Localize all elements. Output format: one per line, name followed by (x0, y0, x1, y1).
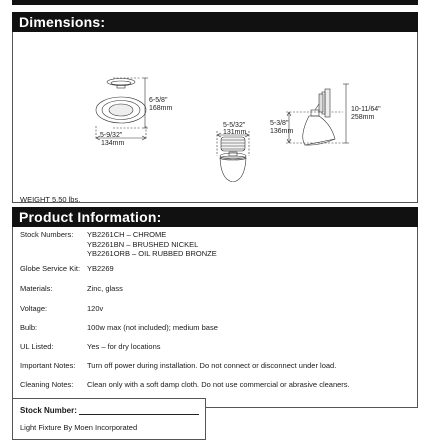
dimensions-section (12, 12, 418, 203)
dimension-drawings (13, 32, 417, 182)
top-height-mm-label: 168mm (149, 105, 173, 112)
row-value: Turn off power during installation. Do not connect or disconnect under load. (87, 361, 337, 370)
row-value: 120v (87, 304, 104, 313)
stock-number-write-line (79, 414, 199, 415)
row-label: UL Listed: (20, 342, 54, 351)
dimensions-heading: Dimensions: (12, 12, 418, 32)
side-depth-mm-label: 136mm (270, 128, 294, 135)
stock-number-oil-rubbed-bronze: YB2261ORB – OIL RUBBED BRONZE (87, 249, 217, 258)
stock-number-chrome: YB2261CH – CHROME (87, 230, 167, 239)
row-value: 100w max (not included); medium base (87, 323, 218, 332)
side-height-mm-label: 258mm (351, 114, 375, 121)
row-value: Clean only with a soft damp cloth. Do not use commercial or abrasive cleaners. (87, 380, 350, 389)
row-label: Important Notes: (20, 361, 76, 370)
row-value: Yes – for dry locations (87, 342, 161, 351)
front-width-mm-label: 131mm (223, 129, 247, 136)
row-label: Voltage: (20, 304, 48, 313)
top-width-label: 5-9/32" (100, 132, 123, 139)
stock-number-box (12, 398, 206, 440)
manufacturer-text: Light Fixture By Moen Incorporated (20, 423, 138, 432)
product-info-body (12, 227, 418, 408)
stock-number-brushed-nickel: YB2261BN – BRUSHED NICKEL (87, 239, 199, 249)
top-height-label: 6-5/8" (149, 97, 168, 104)
front-width-label: 5-5/32" (223, 122, 246, 129)
product-info-heading: Product Information: (12, 207, 418, 227)
row-value (87, 230, 217, 259)
row-value: YB2269 (87, 264, 114, 273)
side-view-drawing (286, 84, 349, 145)
stock-number-label: Stock Number: (20, 406, 77, 415)
top-width-mm-label: 134mm (101, 140, 125, 147)
side-height-label: 10-11/64" (351, 106, 381, 113)
side-depth-label: 5-3/8" (270, 120, 289, 127)
row-label: Stock Numbers: (20, 230, 74, 239)
row-label: Cleaning Notes: (20, 380, 74, 389)
row-label: Bulb: (20, 323, 38, 332)
product-info-section (12, 207, 418, 408)
row-label: Globe Service Kit: (20, 264, 81, 273)
top-view-drawing (96, 78, 148, 140)
top-header-bar (12, 0, 418, 5)
dimensions-body (12, 32, 418, 203)
front-view-drawing (217, 131, 249, 182)
row-value: Zinc, glass (87, 284, 123, 293)
weight-text: WEIGHT 5.50 lbs. (20, 195, 81, 204)
row-label: Materials: (20, 284, 53, 293)
